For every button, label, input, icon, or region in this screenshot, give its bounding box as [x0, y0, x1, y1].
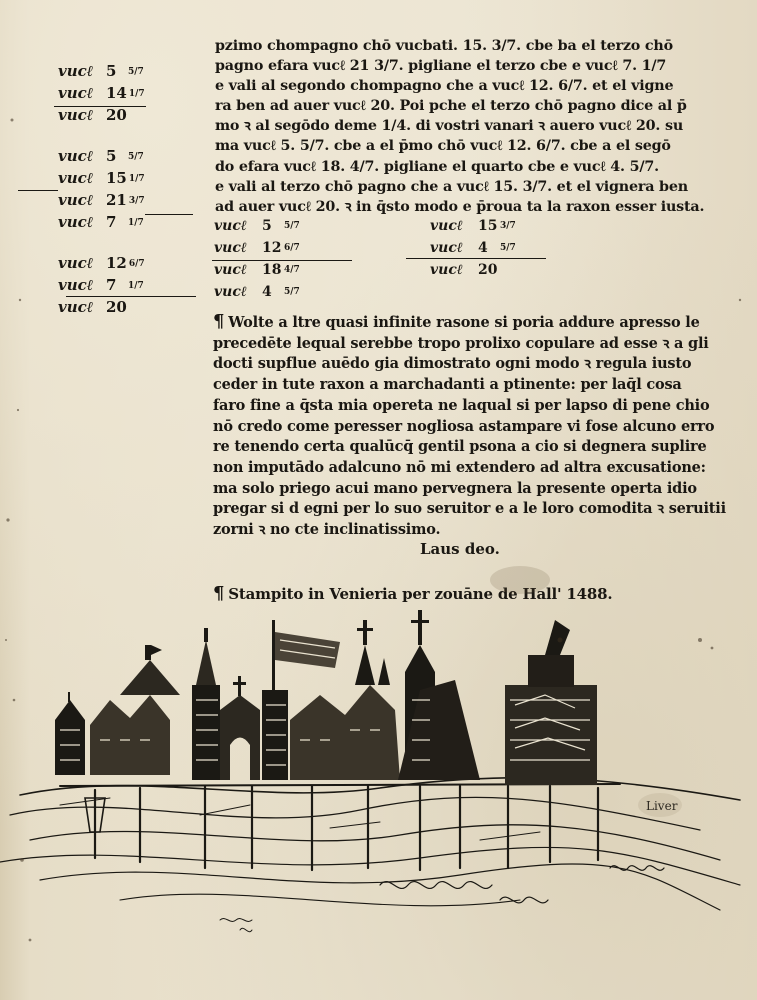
- calc-label: vucℓ: [58, 147, 94, 165]
- text-line: mo ꝛ al segōdo deme 1/4. di vostri vanari ꝛ auero vucℓ 20. su: [215, 118, 684, 135]
- calc-number: 15: [478, 218, 498, 234]
- calc-number: 5: [106, 147, 117, 165]
- text-line: ma vucℓ 5. 5/7. cbe a el p̄mo chō vucℓ 12. 6/7. cbe a el segō: [215, 138, 671, 155]
- pilcrow-icon: ¶: [213, 583, 225, 604]
- calc-label: vucℓ: [58, 298, 94, 316]
- text-line-content: zorni ꝛ no cte inclinatissimo.: [213, 521, 441, 539]
- calc-row: [58, 296, 145, 318]
- calc-row: [430, 215, 516, 237]
- text-line-content: re tenendo certa qualūcq̄ gentil psona a cio si degnera suplire: [213, 438, 707, 456]
- calc-number: 20: [106, 298, 127, 316]
- margin-dash: [18, 190, 58, 191]
- calc-label: vucℓ: [58, 62, 94, 80]
- calc-number: 18: [262, 262, 282, 278]
- calc-label: vucℓ: [58, 84, 94, 102]
- calc-label: vucℓ: [214, 240, 247, 256]
- calc-fraction: 6/7: [284, 242, 300, 253]
- inline-calc-left: [214, 215, 300, 303]
- margin-calc-group-1: [58, 60, 145, 126]
- text-line: [213, 396, 728, 417]
- calc-label: vucℓ: [58, 191, 94, 209]
- calc-number: 4: [262, 284, 272, 300]
- calc-rule: [145, 214, 193, 215]
- text-line-content: ceder in tute raxon a marchadanti a ptinente: per laq̄l cosa: [213, 376, 682, 394]
- calc-row: [214, 281, 300, 303]
- margin-calc-group-3: [58, 252, 145, 318]
- text-line-content: docti supflue auēdo gia dimostrato ogni modo ꝛ regula iusto: [213, 355, 692, 373]
- calc-number: 21: [106, 191, 127, 209]
- calc-label: vucℓ: [214, 284, 247, 300]
- calc-fraction: 6/7: [128, 258, 145, 269]
- calc-fraction: 5/7: [284, 286, 300, 297]
- calc-fraction: 1/7: [128, 173, 145, 184]
- text-line: [213, 479, 728, 500]
- text-line-content: nō credo come peresser nogliosa astampare vi fose alcuno erro: [213, 417, 715, 435]
- calc-label: vucℓ: [58, 276, 94, 294]
- colophon-text: Stampito in Venieria per zouāne de Hall' 1488.: [228, 585, 613, 603]
- text-line-content: non imputādo adalcuno nō mi extendero ad altra excusatione:: [213, 458, 706, 476]
- calc-row: [430, 237, 516, 259]
- text-line: [213, 375, 728, 396]
- calc-row: [214, 237, 300, 259]
- calc-number: 12: [262, 240, 282, 256]
- laus-deo: Laus deo.: [420, 540, 500, 558]
- calc-number: 4: [478, 240, 488, 256]
- text-line: [213, 354, 728, 375]
- calc-row: [214, 215, 300, 237]
- calc-label: vucℓ: [430, 240, 463, 256]
- text-line: [213, 520, 728, 541]
- calc-rule: [212, 260, 352, 261]
- woodcut-label: Liver: [646, 799, 678, 813]
- calc-row: [58, 252, 145, 274]
- calc-label: vucℓ: [58, 213, 94, 231]
- calc-label: vucℓ: [58, 254, 94, 272]
- text-line: [213, 458, 728, 479]
- text-line: pagno efara vucℓ 21 3/7. pigliane el terzo cbe e vucℓ 7. 1/7: [215, 58, 667, 75]
- closing-paragraph: [213, 312, 728, 541]
- calc-row: [214, 259, 300, 281]
- calc-number: 12: [106, 254, 127, 272]
- calc-fraction: 5/7: [128, 151, 144, 162]
- calc-row: [58, 189, 145, 211]
- text-line: [213, 312, 728, 334]
- main-text-block: [215, 36, 730, 217]
- text-line: [213, 417, 728, 438]
- pilcrow-icon: ¶: [213, 311, 225, 332]
- text-line-content: ma solo priego acui mano pervegnera la presente operta idio: [213, 479, 697, 497]
- calc-fraction: 1/7: [128, 217, 144, 228]
- calc-number: 5: [262, 218, 272, 234]
- text-line: ra ben ad auer vucℓ 20. Poi pche el terzo chō pagno dice al p̄: [215, 98, 687, 115]
- calc-fraction: 5/7: [128, 66, 144, 77]
- calc-label: vucℓ: [430, 218, 463, 234]
- calc-rule: [54, 106, 146, 107]
- calc-row: [58, 145, 145, 167]
- calc-fraction: 1/7: [128, 88, 145, 99]
- calc-row: [430, 259, 516, 281]
- text-line: pzimo chompagno chō vucbati. 15. 3/7. cbe ba el terzo chō: [215, 38, 673, 54]
- calc-fraction: 1/7: [128, 280, 144, 291]
- calc-label: vucℓ: [430, 262, 463, 278]
- text-line-content: pregar si d egni per lo suo seruitor e a le loro comodita ꝛ seruitii: [213, 500, 726, 518]
- calc-number: 5: [106, 62, 117, 80]
- calc-fraction: 5/7: [284, 220, 300, 231]
- inline-calc-right: [430, 215, 516, 281]
- calc-number: 20: [106, 106, 127, 124]
- text-line-content: faro fine a q̄sta mia opereta ne laqual si per lapso di pene chio: [213, 396, 710, 414]
- calc-fraction: 4/7: [284, 264, 300, 275]
- calc-row: [58, 274, 145, 296]
- calc-fraction: 3/7: [128, 195, 145, 206]
- calc-row: [58, 82, 145, 104]
- calc-label: vucℓ: [214, 218, 247, 234]
- calc-number: 15: [106, 169, 127, 187]
- calc-rule: [66, 296, 196, 297]
- text-line-content: Wolte a ltre quasi infinite rasone si poria addure apresso le: [228, 314, 700, 331]
- text-line-content: precedēte lequal serebbe tropo prolixo copulare ad esse ꝛ a gli: [213, 334, 709, 352]
- calc-number: 14: [106, 84, 127, 102]
- calc-label: vucℓ: [58, 106, 94, 124]
- calc-fraction: 3/7: [500, 220, 516, 231]
- text-line: e vali al segondo chompagno che a vucℓ 12. 6/7. et el vigne: [215, 78, 674, 95]
- margin-calc-group-2: [58, 145, 145, 233]
- text-line: e vali al terzo chō pagno che a vucℓ 15. 3/7. et el vignera ben: [215, 178, 688, 195]
- calc-row: [58, 60, 145, 82]
- calc-number: 20: [478, 262, 498, 278]
- calc-number: 7: [106, 276, 117, 294]
- calc-fraction: 5/7: [500, 242, 516, 253]
- calc-row: [58, 167, 145, 189]
- text-line: [213, 499, 728, 520]
- calc-label: vucℓ: [58, 169, 94, 187]
- city-woodcut-illustration: [0, 600, 757, 1000]
- calc-label: vucℓ: [214, 262, 247, 278]
- calc-row: [58, 211, 145, 233]
- calc-rule: [406, 258, 546, 259]
- text-line: ad auer vucℓ 20. ꝛ in q̄sto modo e p̄roua ta la raxon esser iusta.: [215, 198, 705, 215]
- calc-number: 7: [106, 213, 117, 231]
- text-line: do efara vucℓ 18. 4/7. pigliane el quarto cbe e vucℓ 4. 5/7.: [215, 158, 659, 175]
- calc-row: [58, 104, 145, 126]
- text-line: [213, 437, 728, 458]
- text-line: [213, 334, 728, 355]
